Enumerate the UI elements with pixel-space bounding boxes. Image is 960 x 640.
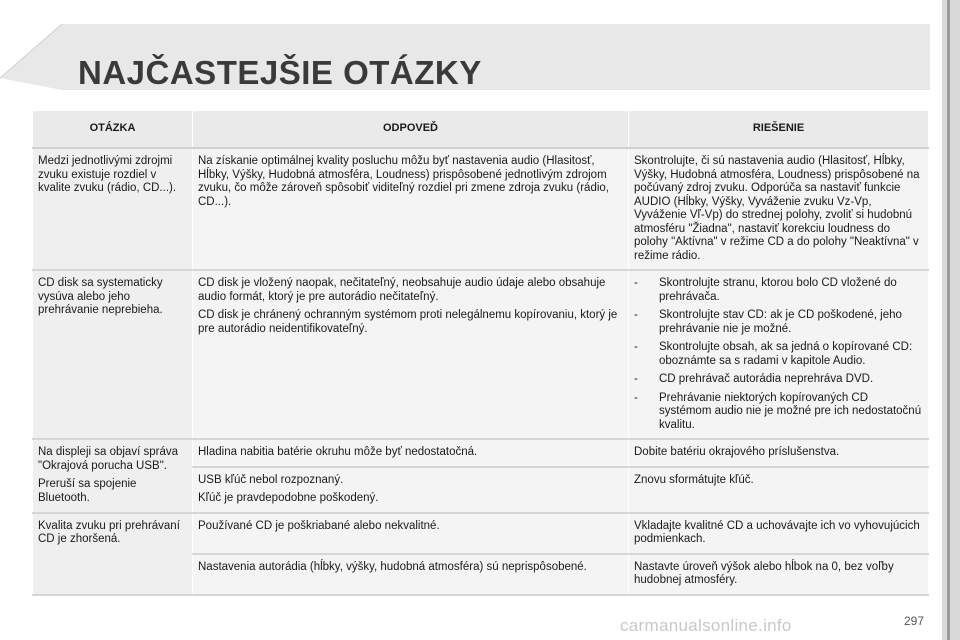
solution-cell bbox=[629, 439, 929, 467]
answer-cell bbox=[193, 148, 629, 270]
page-number: 297 bbox=[904, 614, 925, 628]
list-item bbox=[634, 373, 922, 387]
list-item-text: Skontrolujte stav CD: ak je CD poškodené, jeho prehrávanie nie je možné. bbox=[659, 309, 902, 335]
dash-bullet: - bbox=[634, 277, 638, 289]
answer-text: CD disk je chránený ochranným systémom proti nelegálnemu kopírovaniu, ktorý je pre autorádio neidentifikovateľný. bbox=[198, 309, 618, 335]
question-cell bbox=[33, 513, 193, 595]
solution-list bbox=[634, 277, 922, 432]
table-row bbox=[33, 513, 929, 554]
header-answer: ODPOVEĎ bbox=[193, 111, 629, 149]
list-item-text: CD prehrávač autorádia neprehráva DVD. bbox=[659, 373, 874, 385]
answer-text: Na získanie optimálnej kvality posluchu môžu byť nastavenia audio (Hlasitosť, Hĺbky, Výšky, Hudobná atmosféra, Loudness) prispôsobené jednotlivým zdrojom zvuku, čo môže zároveň spôsobiť viditeľný rozdiel pri zmene zdroja zvuku (rádio, CD...). bbox=[198, 155, 609, 208]
faq-table bbox=[32, 110, 929, 596]
page-edge-line bbox=[947, 0, 950, 640]
solution-text: Vkladajte kvalitné CD a uchovávajte ich vo vyhovujúcich podmienkach. bbox=[634, 519, 920, 545]
list-item-text: Prehrávanie niektorých kopírovaných CD systémom audio nie je možné pre ich nedostatočnú kvalitu. bbox=[659, 391, 922, 431]
list-item bbox=[634, 392, 922, 433]
answer-cell bbox=[193, 467, 629, 513]
solution-text: Nastavte úroveň výšok alebo hĺbok na 0, bez voľby hudobnej atmosféry. bbox=[634, 560, 894, 586]
page-title: NAJČASTEJŠIE OTÁZKY bbox=[78, 54, 482, 91]
list-item-text: Skontrolujte stranu, ktorou bolo CD vložené do prehrávača. bbox=[659, 277, 897, 303]
table-row bbox=[33, 148, 929, 270]
solution-cell bbox=[629, 148, 929, 270]
dash-bullet: - bbox=[634, 341, 638, 353]
header-solution: RIEŠENIE bbox=[629, 111, 929, 149]
solution-cell bbox=[629, 270, 929, 439]
dash-bullet: - bbox=[634, 309, 638, 321]
answer-text: Kľúč je pravdepodobne poškodený. bbox=[198, 492, 379, 504]
header-question: OTÁZKA bbox=[33, 111, 193, 149]
answer-text: Používané CD je poškriabané alebo nekvalitné. bbox=[198, 519, 440, 532]
dash-bullet: - bbox=[634, 391, 638, 404]
faq-table-container bbox=[32, 110, 928, 596]
answer-cell bbox=[193, 513, 629, 554]
answer-text: CD disk je vložený naopak, nečitateľný, neobsahuje audio údaje alebo obsahuje audio formát, ktorý je pre autorádio nečitateľný. bbox=[198, 277, 606, 303]
question-text: Medzi jednotlivými zdrojmi zvuku existuje rozdiel v kvalite zvuku (rádio, CD...). bbox=[38, 155, 177, 194]
solution-cell bbox=[629, 513, 929, 554]
question-text: Na displeji sa objaví správa "Okrajová porucha USB". bbox=[38, 446, 178, 472]
list-item bbox=[634, 309, 922, 336]
question-text: Preruší sa spojenie Bluetooth. bbox=[38, 478, 137, 504]
table-header-row bbox=[33, 111, 929, 149]
question-cell bbox=[33, 439, 193, 513]
solution-cell bbox=[629, 554, 929, 595]
page-edge-rail bbox=[942, 0, 960, 640]
question-text: CD disk sa systematicky vysúva alebo jeho prehrávanie neprebieha. bbox=[38, 277, 163, 316]
solution-cell bbox=[629, 467, 929, 513]
answer-text: Hladina nabitia batérie okruhu môže byť nedostatočná. bbox=[198, 446, 478, 458]
answer-cell bbox=[193, 554, 629, 595]
question-text: Kvalita zvuku pri prehrávaní CD je zhoršená. bbox=[38, 519, 180, 545]
solution-text: Dobite batériu okrajového príslušenstva. bbox=[634, 446, 840, 458]
list-item bbox=[634, 341, 922, 368]
table-row bbox=[33, 439, 929, 467]
answer-cell bbox=[193, 439, 629, 467]
answer-cell bbox=[193, 270, 629, 439]
question-cell bbox=[33, 148, 193, 270]
table-row bbox=[33, 270, 929, 439]
list-item bbox=[634, 277, 922, 304]
answer-text: Nastavenia autorádia (hĺbky, výšky, hudobná atmosféra) sú neprispôsobené. bbox=[198, 560, 587, 573]
dash-bullet: - bbox=[634, 373, 638, 385]
solution-text: Skontrolujte, či sú nastavenia audio (Hlasitosť, Hĺbky, Výšky, Hudobná atmosféra, Loudness) prispôsobené na počúvaný zdroj zvuku. Odporúča sa nastaviť funkcie AUDIO (Hĺbky, Výšky, Vyváženie zvuku Vz-Vp, Vyváženie Vľ-Vp) do strednej polohy, zvoliť si hudobnú atmosféru "Žiadna", nastaviť korekciu loudness do polohy "Aktívna" v režime CD a do polohy "Neaktívna" v režime rádio. bbox=[634, 155, 920, 262]
question-cell bbox=[33, 270, 193, 439]
answer-text: USB kľúč nebol rozpoznaný. bbox=[198, 473, 344, 486]
watermark: carmanualsonline.info bbox=[620, 616, 792, 635]
solution-text: Znovu sformátujte kľúč. bbox=[634, 473, 754, 486]
list-item-text: Skontrolujte obsah, ak sa jedná o kopírované CD: oboznámte sa s radami v kapitole Audio. bbox=[659, 341, 913, 367]
